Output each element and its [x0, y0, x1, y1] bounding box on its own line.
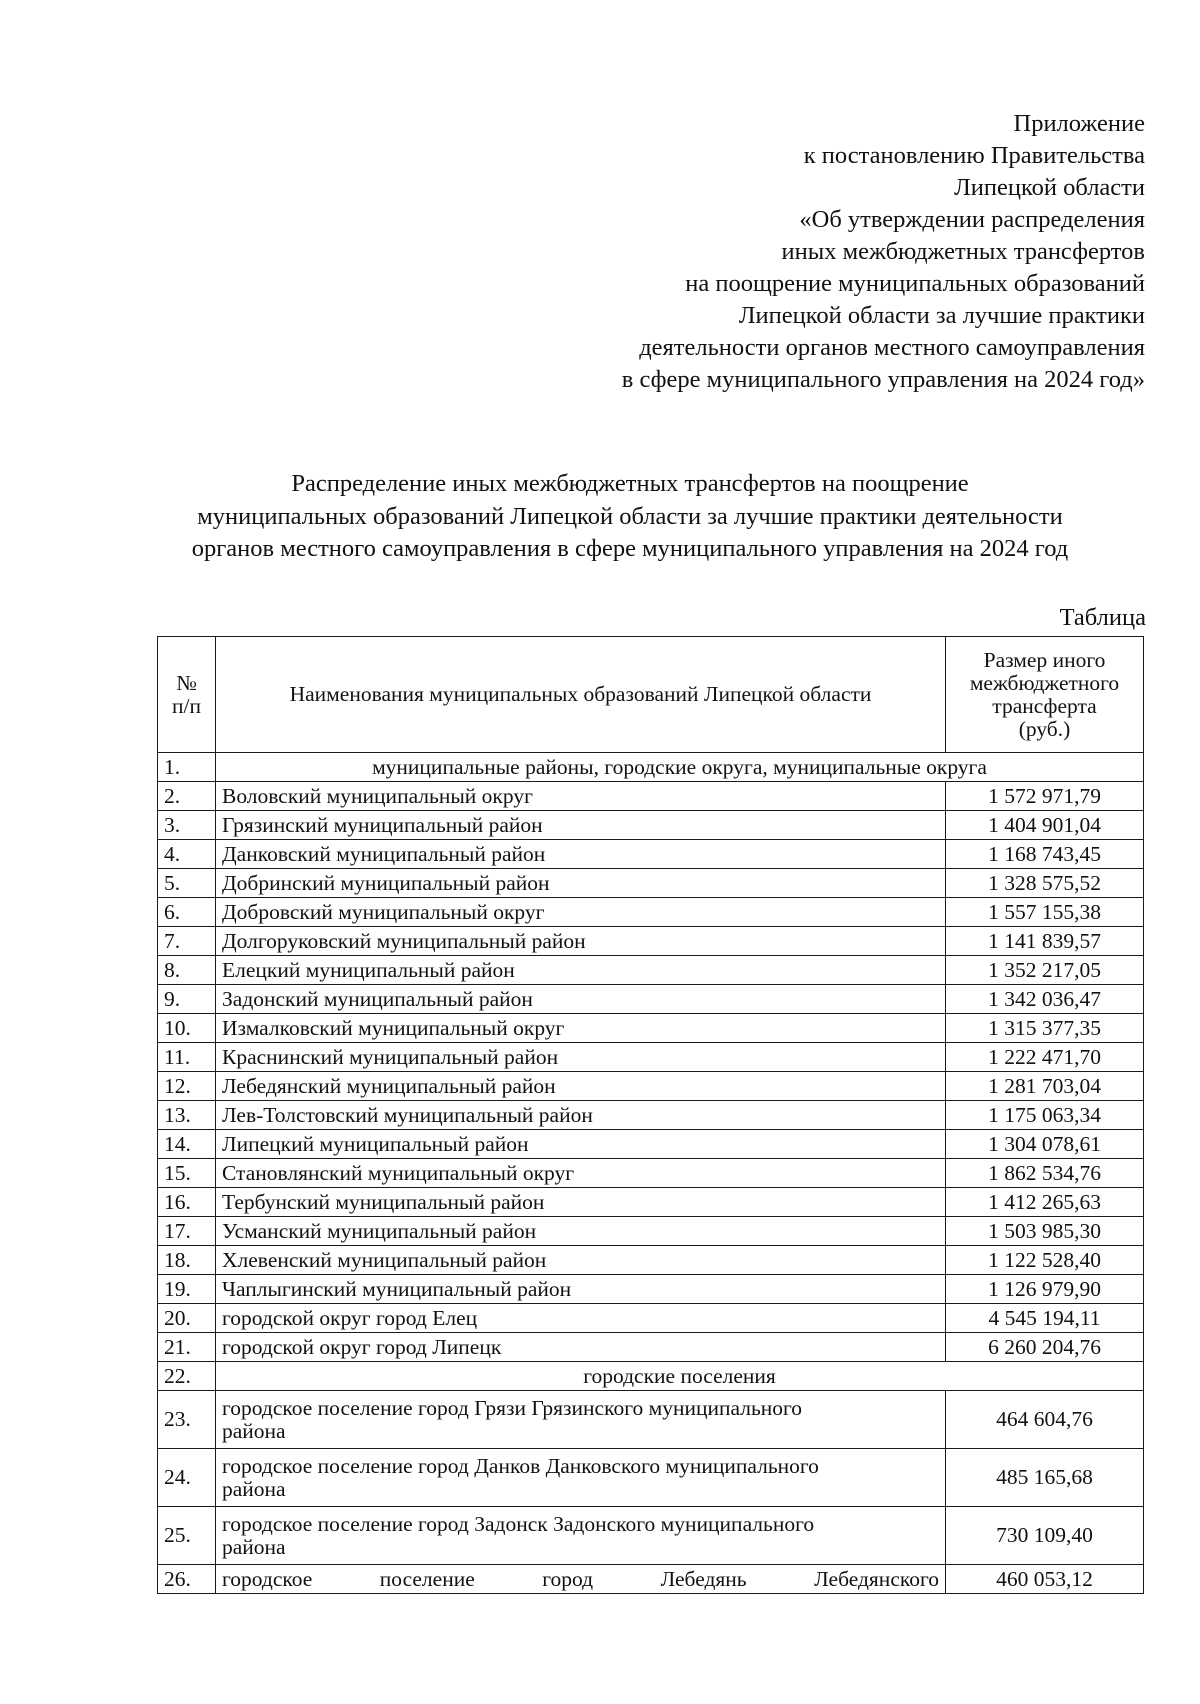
- document-title: [100, 468, 1160, 566]
- table-row: [158, 1130, 1144, 1159]
- row-number: 9.: [158, 985, 216, 1014]
- table-row: [158, 956, 1144, 985]
- row-name: Лебедянский муниципальный район: [216, 1072, 946, 1101]
- row-number: 8.: [158, 956, 216, 985]
- row-value: 1 572 971,79: [946, 782, 1144, 811]
- row-number: 7.: [158, 927, 216, 956]
- header-value: [946, 637, 1144, 753]
- row-number: 10.: [158, 1014, 216, 1043]
- row-number: 15.: [158, 1159, 216, 1188]
- table-row: [158, 1275, 1144, 1304]
- row-name: [216, 1391, 946, 1449]
- row-value: 1 126 979,90: [946, 1275, 1144, 1304]
- row-name: Елецкий муниципальный район: [216, 956, 946, 985]
- row-value: 1 342 036,47: [946, 985, 1144, 1014]
- row-name: Хлевенский муниципальный район: [216, 1246, 946, 1275]
- row-name: [216, 1449, 946, 1507]
- header-value-line: межбюджетного: [969, 670, 1120, 695]
- table-row: [158, 869, 1144, 898]
- table-row: [158, 1507, 1144, 1565]
- section-title: муниципальные районы, городские округа, муниципальные округа: [216, 753, 1144, 782]
- row-name-line: района: [222, 1418, 286, 1443]
- table-row: [158, 1188, 1144, 1217]
- row-value: 1 503 985,30: [946, 1217, 1144, 1246]
- appendix-line: деятельности органов местного самоуправления: [639, 334, 1145, 361]
- header-value-line: Размер иного: [983, 647, 1106, 672]
- row-number: 16.: [158, 1188, 216, 1217]
- table-row: [158, 1101, 1144, 1130]
- row-value: 1 222 471,70: [946, 1043, 1144, 1072]
- table-row: [158, 898, 1144, 927]
- row-name: Краснинский муниципальный район: [216, 1043, 946, 1072]
- row-name: городской округ город Липецк: [216, 1333, 946, 1362]
- row-number: 26.: [158, 1565, 216, 1594]
- row-number: 24.: [158, 1449, 216, 1507]
- table-row: [158, 1449, 1144, 1507]
- row-name: Усманский муниципальный район: [216, 1217, 946, 1246]
- row-value: 1 412 265,63: [946, 1188, 1144, 1217]
- row-name: городской округ город Елец: [216, 1304, 946, 1333]
- row-name-line: городское поселение город Задонск Задонского муниципального: [222, 1511, 815, 1536]
- row-value: 485 165,68: [946, 1449, 1144, 1507]
- row-value: 1 352 217,05: [946, 956, 1144, 985]
- row-number: 1.: [158, 753, 216, 782]
- appendix-line: «Об утверждении распределения: [799, 206, 1145, 233]
- row-number: 17.: [158, 1217, 216, 1246]
- row-value: 1 404 901,04: [946, 811, 1144, 840]
- row-value: 1 281 703,04: [946, 1072, 1144, 1101]
- row-number: 22.: [158, 1362, 216, 1391]
- row-value: 730 109,40: [946, 1507, 1144, 1565]
- table-row: [158, 1333, 1144, 1362]
- row-number: 20.: [158, 1304, 216, 1333]
- appendix-line: Липецкой области: [954, 174, 1145, 201]
- appendix-line: иных межбюджетных трансфертов: [781, 238, 1145, 265]
- table-label: Таблица: [1059, 604, 1146, 631]
- row-number: 25.: [158, 1507, 216, 1565]
- row-name: Измалковский муниципальный округ: [216, 1014, 946, 1043]
- distribution-table: [157, 636, 1144, 1594]
- row-name-line: района: [222, 1534, 286, 1559]
- row-name-line: городское поселение город Данков Данковского муниципального: [222, 1453, 819, 1478]
- table-row: [158, 1014, 1144, 1043]
- row-value: 1 175 063,34: [946, 1101, 1144, 1130]
- row-name-line: района: [222, 1476, 286, 1501]
- title-line: Распределение иных межбюджетных трансфертов на поощрение: [291, 470, 969, 497]
- row-name: Добровский муниципальный округ: [216, 898, 946, 927]
- row-name: Данковский муниципальный район: [216, 840, 946, 869]
- row-number: 11.: [158, 1043, 216, 1072]
- row-name: [216, 1507, 946, 1565]
- row-name: Долгоруковский муниципальный район: [216, 927, 946, 956]
- appendix-header: [622, 108, 1145, 396]
- header-number-symbol: №: [176, 670, 197, 695]
- section-title: городские поселения: [216, 1362, 1144, 1391]
- table-row: [158, 1072, 1144, 1101]
- row-value: 4 545 194,11: [946, 1304, 1144, 1333]
- row-value: 1 862 534,76: [946, 1159, 1144, 1188]
- table-row: [158, 782, 1144, 811]
- row-value: 460 053,12: [946, 1565, 1144, 1594]
- appendix-line: на поощрение муниципальных образований: [685, 270, 1145, 297]
- row-value: 1 168 743,45: [946, 840, 1144, 869]
- row-value: 6 260 204,76: [946, 1333, 1144, 1362]
- table-row: [158, 927, 1144, 956]
- header-value-line: (руб.): [1018, 716, 1071, 741]
- row-number: 19.: [158, 1275, 216, 1304]
- row-number: 4.: [158, 840, 216, 869]
- table-row: [158, 1159, 1144, 1188]
- row-number: 5.: [158, 869, 216, 898]
- title-line: органов местного самоуправления в сфере муниципального управления на 2024 год: [191, 535, 1069, 562]
- header-value-line: трансферта: [992, 693, 1097, 718]
- table-row: [158, 1565, 1144, 1594]
- row-number: 14.: [158, 1130, 216, 1159]
- row-name: городское поселение город Лебедянь Лебедянского: [216, 1565, 946, 1594]
- header-number: [158, 637, 216, 753]
- row-value: 1 315 377,35: [946, 1014, 1144, 1043]
- row-number: 12.: [158, 1072, 216, 1101]
- header-name: Наименования муниципальных образований Липецкой области: [216, 637, 946, 753]
- row-value: 1 122 528,40: [946, 1246, 1144, 1275]
- row-number: 2.: [158, 782, 216, 811]
- header-number-abbr: п/п: [172, 693, 201, 718]
- table-row: [158, 1217, 1144, 1246]
- section-row: [158, 753, 1144, 782]
- row-name: Тербунский муниципальный район: [216, 1188, 946, 1217]
- row-number: 18.: [158, 1246, 216, 1275]
- table-row: [158, 811, 1144, 840]
- table-header-row: [158, 637, 1144, 753]
- row-name: Задонский муниципальный район: [216, 985, 946, 1014]
- row-name: Грязинский муниципальный район: [216, 811, 946, 840]
- row-value: 1 328 575,52: [946, 869, 1144, 898]
- appendix-line: в сфере муниципального управления на 2024 год»: [621, 366, 1145, 393]
- table-row: [158, 1304, 1144, 1333]
- row-name-line: городское поселение город Грязи Грязинского муниципального: [222, 1395, 803, 1420]
- row-name: Липецкий муниципальный район: [216, 1130, 946, 1159]
- title-line: муниципальных образований Липецкой области за лучшие практики деятельности: [197, 502, 1063, 530]
- row-name: Становлянский муниципальный округ: [216, 1159, 946, 1188]
- row-name: Чаплыгинский муниципальный район: [216, 1275, 946, 1304]
- appendix-line: Липецкой области за лучшие практики: [738, 302, 1145, 329]
- table-row: [158, 1246, 1144, 1275]
- row-value: 1 141 839,57: [946, 927, 1144, 956]
- row-name: Добринский муниципальный район: [216, 869, 946, 898]
- row-value: 464 604,76: [946, 1391, 1144, 1449]
- table-row: [158, 1043, 1144, 1072]
- table-row: [158, 1391, 1144, 1449]
- row-name: Воловский муниципальный округ: [216, 782, 946, 811]
- row-number: 6.: [158, 898, 216, 927]
- row-name: Лев-Толстовский муниципальный район: [216, 1101, 946, 1130]
- row-number: 13.: [158, 1101, 216, 1130]
- table-row: [158, 840, 1144, 869]
- appendix-line: Приложение: [1013, 110, 1145, 137]
- row-value: 1 304 078,61: [946, 1130, 1144, 1159]
- row-value: 1 557 155,38: [946, 898, 1144, 927]
- row-number: 23.: [158, 1391, 216, 1449]
- row-number: 21.: [158, 1333, 216, 1362]
- table-row: [158, 985, 1144, 1014]
- section-row: [158, 1362, 1144, 1391]
- row-number: 3.: [158, 811, 216, 840]
- appendix-line: к постановлению Правительства: [803, 142, 1145, 169]
